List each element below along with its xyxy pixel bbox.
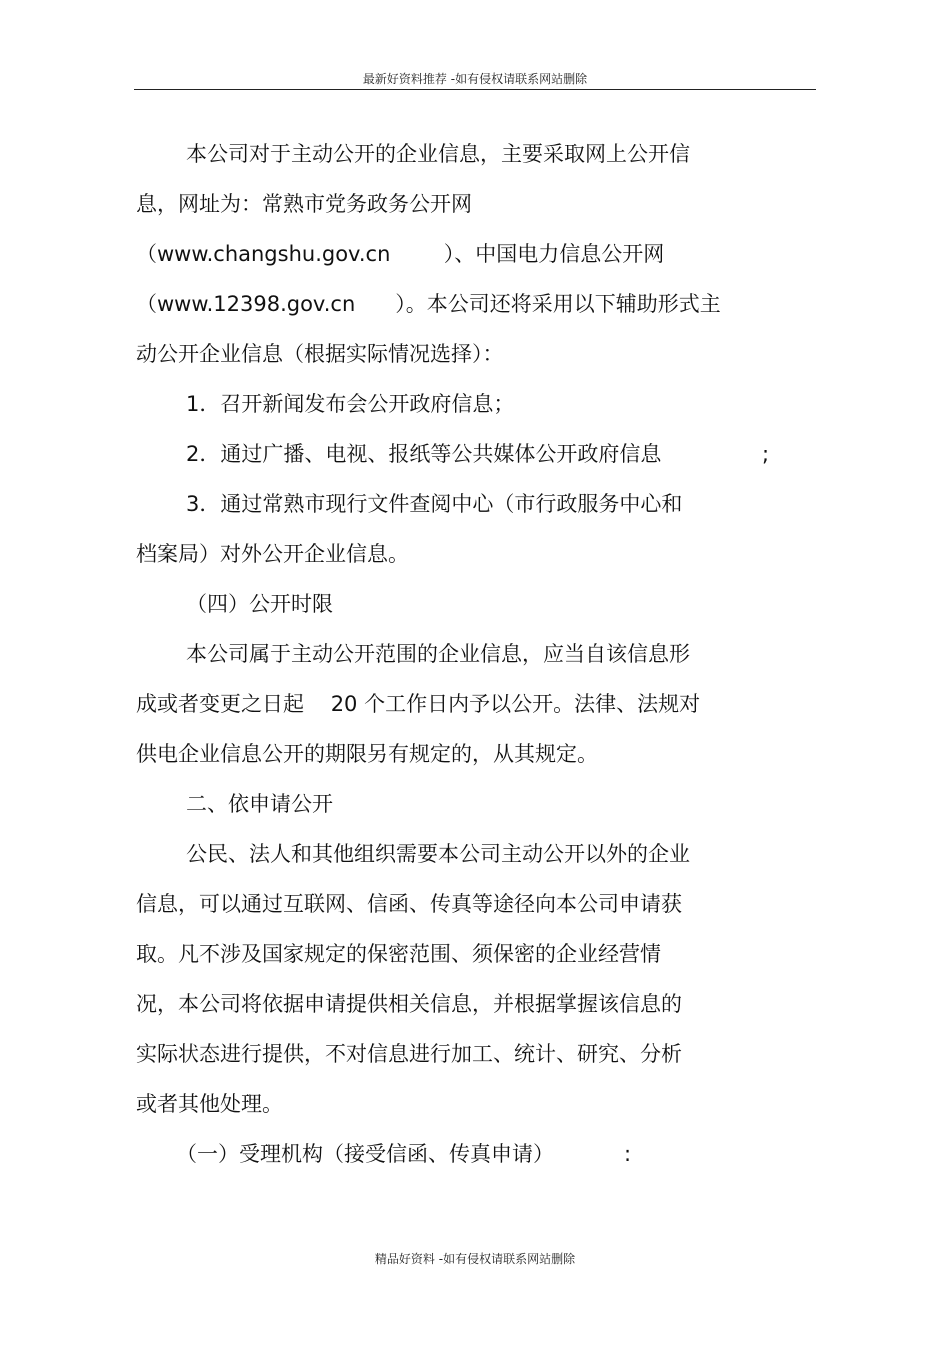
list-item: 2．通过广播、电视、报纸等公共媒体公开政府信息 [186,442,662,466]
text-line: 本公司属于主动公开范围的企业信息，应当自该信息形 [186,642,690,666]
list-item: 3．通过常熟市现行文件查阅中心（市行政服务中心和 [186,492,683,516]
text-line: 信息，可以通过互联网、信函、传真等途径向本公司申请获 [136,892,682,916]
text-line: 况，本公司将依据申请提供相关信息，并根据掌握该信息的 [136,992,682,1016]
text-line: （www.changshu.gov.cn ）、中国电力信息公开网 [136,242,665,266]
text-line: 息，网址为：常熟市党务政务公开网 [136,192,472,216]
section-heading: （一）受理机构（接受信函、传真申请） [176,1142,554,1166]
text-line: 成或者变更之日起 20 个工作日内予以公开。法律、法规对 [136,692,701,716]
text-line: 实际状态进行提供，不对信息进行加工、统计、研究、分析 [136,1042,682,1066]
section-heading: （四）公开时限 [186,592,333,616]
text-line: 或者其他处理。 [136,1092,283,1116]
text-line: 动公开企业信息（根据实际情况选择）： [136,342,504,366]
page-header: 最新好资料推荐 -如有侵权请联系网站删除 [362,72,588,86]
header-rule [134,89,816,90]
section-heading: 二、依申请公开 [186,792,333,816]
list-item: 1．召开新闻发布会公开政府信息； [186,392,515,416]
text-line: ; [762,442,770,466]
text-line: 本公司对于主动公开的企业信息，主要采取网上公开信 [186,142,690,166]
text-line: : [624,1142,632,1166]
text-line: 供电企业信息公开的期限另有规定的，从其规定。 [136,742,598,766]
text-line: （www.12398.gov.cn ）。本公司还将采用以下辅助形式主 [136,292,721,316]
text-line: 公民、法人和其他组织需要本公司主动公开以外的企业 [186,842,690,866]
page-footer: 精品好资料 -如有侵权请联系网站删除 [374,1252,576,1266]
text-line: 档案局）对外公开企业信息。 [136,542,409,566]
text-line: 取。凡不涉及国家规定的保密范围、须保密的企业经营情 [136,942,661,966]
